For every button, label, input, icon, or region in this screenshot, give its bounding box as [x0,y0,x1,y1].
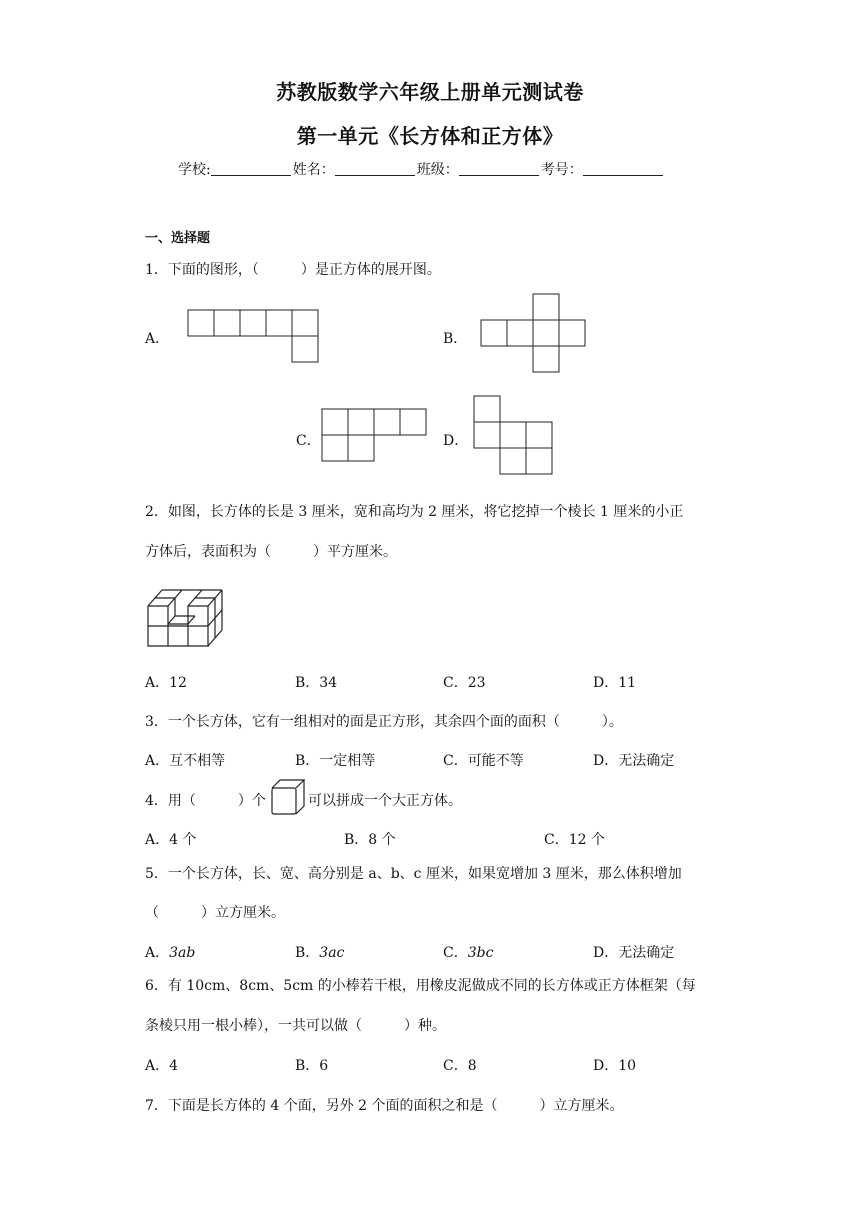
q4-option-b: B．8 个 [344,832,396,848]
question-2-line-2: 方体后，表面积为（ ）平方厘米。 [145,544,397,560]
exam-number-blank[interactable] [583,161,663,176]
q2-option-a: A．12 [145,675,187,691]
q3-option-a: A．互不相等 [145,753,226,769]
q1-option-d-label: D． [443,433,469,449]
q1-net-c-diagram [320,408,430,464]
q5-option-d: D．无法确定 [593,945,675,961]
q5-option-a: A．3ab [145,945,196,961]
question-7-text: 7．下面是长方体的 4 个面，另外 2 个面的面积之和是（ ）立方厘米。 [145,1098,624,1114]
unit-subtitle: 第一单元《长方体和正方体》 [296,124,564,148]
q6-option-d: D．10 [593,1058,637,1074]
question-6-line-2: 条棱只用一根小棒），一共可以做（ ）种。 [145,1018,446,1034]
question-5-line-1: 5．一个长方体，长、宽、高分别是 a、b、c 厘米，如果宽增加 3 厘米，那么体积增加 [145,866,682,882]
q4-option-a: A．4 个 [145,832,197,848]
class-blank[interactable] [459,161,539,176]
page-title: 苏教版数学六年级上册单元测试卷 [276,80,584,104]
question-5-line-2: （ ）立方厘米。 [145,905,285,921]
q2-cuboid-figure [146,586,224,648]
q1-option-a-label: A． [145,331,170,347]
question-3-text: 3．一个长方体，它有一组相对的面是正方形，其余四个面的面积（ ）。 [145,714,623,730]
school-label: 学校: [178,162,211,178]
section-title: 一、选择题 [145,231,211,246]
q5-option-c: C．3bc [443,945,494,961]
q1-net-d-diagram [473,395,557,477]
question-2-line-1: 2．如图，长方体的长是 3 厘米，宽和高均为 2 厘米，将它挖掉一个棱长 1 厘米的小正 [145,504,684,520]
q6-option-a: A．4 [145,1058,179,1074]
question-1-text: 1．下面的图形，（ ）是正方体的展开图。 [145,262,441,278]
name-blank[interactable] [335,161,415,176]
question-4-text-before: 4．用（ ）个 [145,793,266,809]
question-4-text-after: 可以拼成一个大正方体。 [308,793,462,809]
q5-option-b: B．3ac [295,945,345,961]
q1-option-c-label: C． [296,433,321,449]
class-label: 班级： [416,162,459,178]
q4-option-c: C．12 个 [544,832,605,848]
q6-option-c: C．8 [443,1058,477,1074]
q1-net-b-diagram [479,293,587,375]
q3-option-c: C．可能不等 [443,753,524,769]
q2-option-b: B．34 [295,675,338,691]
school-blank[interactable] [211,161,291,176]
name-label: 姓名： [292,162,335,178]
q2-option-d: D．11 [593,675,637,691]
small-cube-icon [270,778,306,816]
student-info-row [178,159,665,179]
q3-option-b: B．一定相等 [295,753,376,769]
q1-option-b-label: B． [443,331,468,347]
q2-option-c: C．23 [443,675,486,691]
exam-number-label: 考号： [540,162,583,178]
q3-option-d: D．无法确定 [593,753,675,769]
question-6-line-1: 6．有 10cm、8cm、5cm 的小棒若干根，用橡皮泥做成不同的长方体或正方体框架（每 [145,978,696,994]
q6-option-b: B．6 [295,1058,329,1074]
q1-net-a-diagram [187,309,321,363]
